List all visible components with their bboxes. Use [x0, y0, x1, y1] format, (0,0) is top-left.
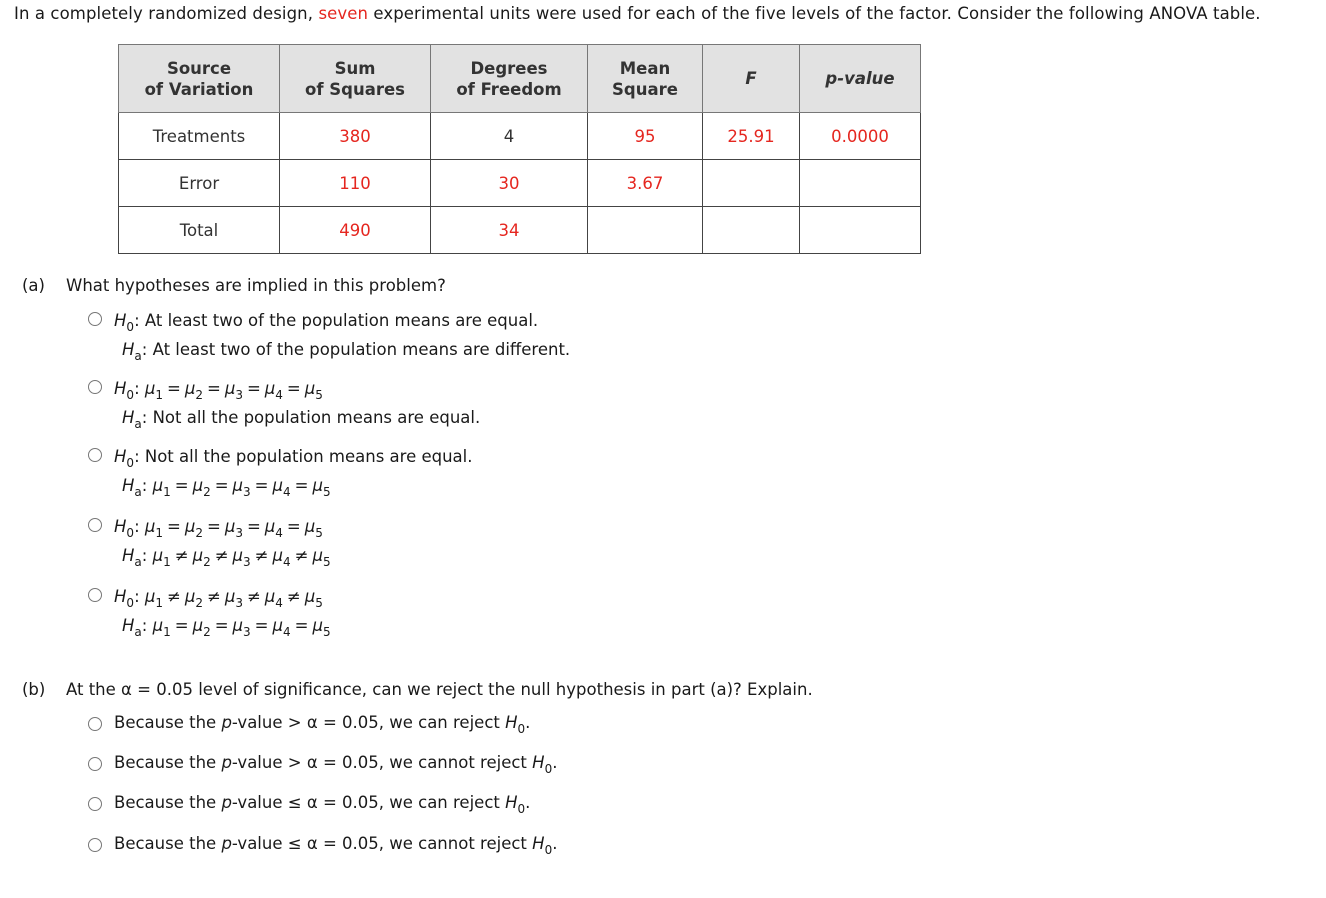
- row-source: Total: [119, 207, 280, 254]
- part-b-label: (b): [22, 680, 46, 699]
- f-value: [703, 207, 800, 254]
- sum-of-squares-value: 490: [280, 207, 431, 254]
- row-source: Treatments: [119, 113, 280, 160]
- header-p-value: p-value: [800, 45, 921, 113]
- table-row: [119, 113, 921, 160]
- table-row: [119, 160, 921, 207]
- radio-button[interactable]: [88, 838, 102, 852]
- degrees-of-freedom-value: 4: [431, 113, 588, 160]
- radio-button[interactable]: [88, 312, 102, 326]
- hypothesis-option-2[interactable]: $H_0$: $\mu_1 = \mu_2 = \mu_3 = \mu_4 = \mu_5$ $H_a$: Not all the population means are equal.: [88, 374, 480, 432]
- p-value: [800, 207, 921, 254]
- problem-statement: In a completely randomized design, seven experimental units were used for each of the five levels of the factor. Consider the following ANOVA table.: [14, 4, 1261, 23]
- mean-square-value: 95: [588, 113, 703, 160]
- header-f: F: [703, 45, 800, 113]
- radio-button[interactable]: [88, 448, 102, 462]
- part-b-question: (b) At the α = 0.05 level of significance, can we reject the null hypothesis in part (a)? Explain.: [22, 680, 813, 699]
- mean-square-value: 3.67: [588, 160, 703, 207]
- table-header-row: [119, 45, 921, 113]
- part-a-label: (a): [22, 276, 45, 295]
- sum-of-squares-value: 110: [280, 160, 431, 207]
- p-value: [800, 160, 921, 207]
- radio-button[interactable]: [88, 380, 102, 394]
- hypothesis-option-5[interactable]: $H_0$: $\mu_1 \ne \mu_2 \ne \mu_3 \ne \mu_4 \ne \mu_5$ $H_a$: $\mu_1 = \mu_2 = \mu_3 = \mu_4 = \mu_5$: [88, 582, 331, 640]
- header-mean-square: Mean Square: [588, 45, 703, 113]
- p-value: 0.0000: [800, 113, 921, 160]
- degrees-of-freedom-value: 34: [431, 207, 588, 254]
- hypothesis-option-4[interactable]: $H_0$: $\mu_1 = \mu_2 = \mu_3 = \mu_4 = \mu_5$ $H_a$: $\mu_1 \ne \mu_2 \ne \mu_3 \ne \mu_4 \ne \mu_5$: [88, 512, 331, 570]
- f-value: 25.91: [703, 113, 800, 160]
- mean-square-value: [588, 207, 703, 254]
- hypothesis-option-1[interactable]: $H_0$: At least two of the population means are equal. $H_a$: At least two of the population means are different.: [88, 306, 570, 364]
- radio-button[interactable]: [88, 757, 102, 771]
- part-a-question: (a) What hypotheses are implied in this problem?: [22, 276, 446, 295]
- conclusion-option-4[interactable]: Because the p-value ≤ α = 0.05, we cannot reject $H_0$.: [88, 834, 557, 853]
- radio-button[interactable]: [88, 797, 102, 811]
- degrees-of-freedom-value: 30: [431, 160, 588, 207]
- hypothesis-option-3[interactable]: $H_0$: Not all the population means are equal. $H_a$: $\mu_1 = \mu_2 = \mu_3 = \mu_4 = \mu_5$: [88, 442, 473, 500]
- header-sum-of-squares: Sum of Squares: [280, 45, 431, 113]
- radio-button[interactable]: [88, 717, 102, 731]
- radio-button[interactable]: [88, 518, 102, 532]
- conclusion-option-2[interactable]: Because the p-value > α = 0.05, we cannot reject $H_0$.: [88, 753, 557, 772]
- anova-table: [118, 44, 921, 254]
- header-degrees-of-freedom: Degrees of Freedom: [431, 45, 588, 113]
- radio-button[interactable]: [88, 588, 102, 602]
- table-row: [119, 207, 921, 254]
- units-count: seven: [318, 4, 369, 23]
- conclusion-option-1[interactable]: Because the p-value > α = 0.05, we can reject $H_0$.: [88, 713, 530, 732]
- sum-of-squares-value: 380: [280, 113, 431, 160]
- f-value: [703, 160, 800, 207]
- row-source: Error: [119, 160, 280, 207]
- header-source: Source of Variation: [119, 45, 280, 113]
- conclusion-option-3[interactable]: Because the p-value ≤ α = 0.05, we can reject $H_0$.: [88, 793, 530, 812]
